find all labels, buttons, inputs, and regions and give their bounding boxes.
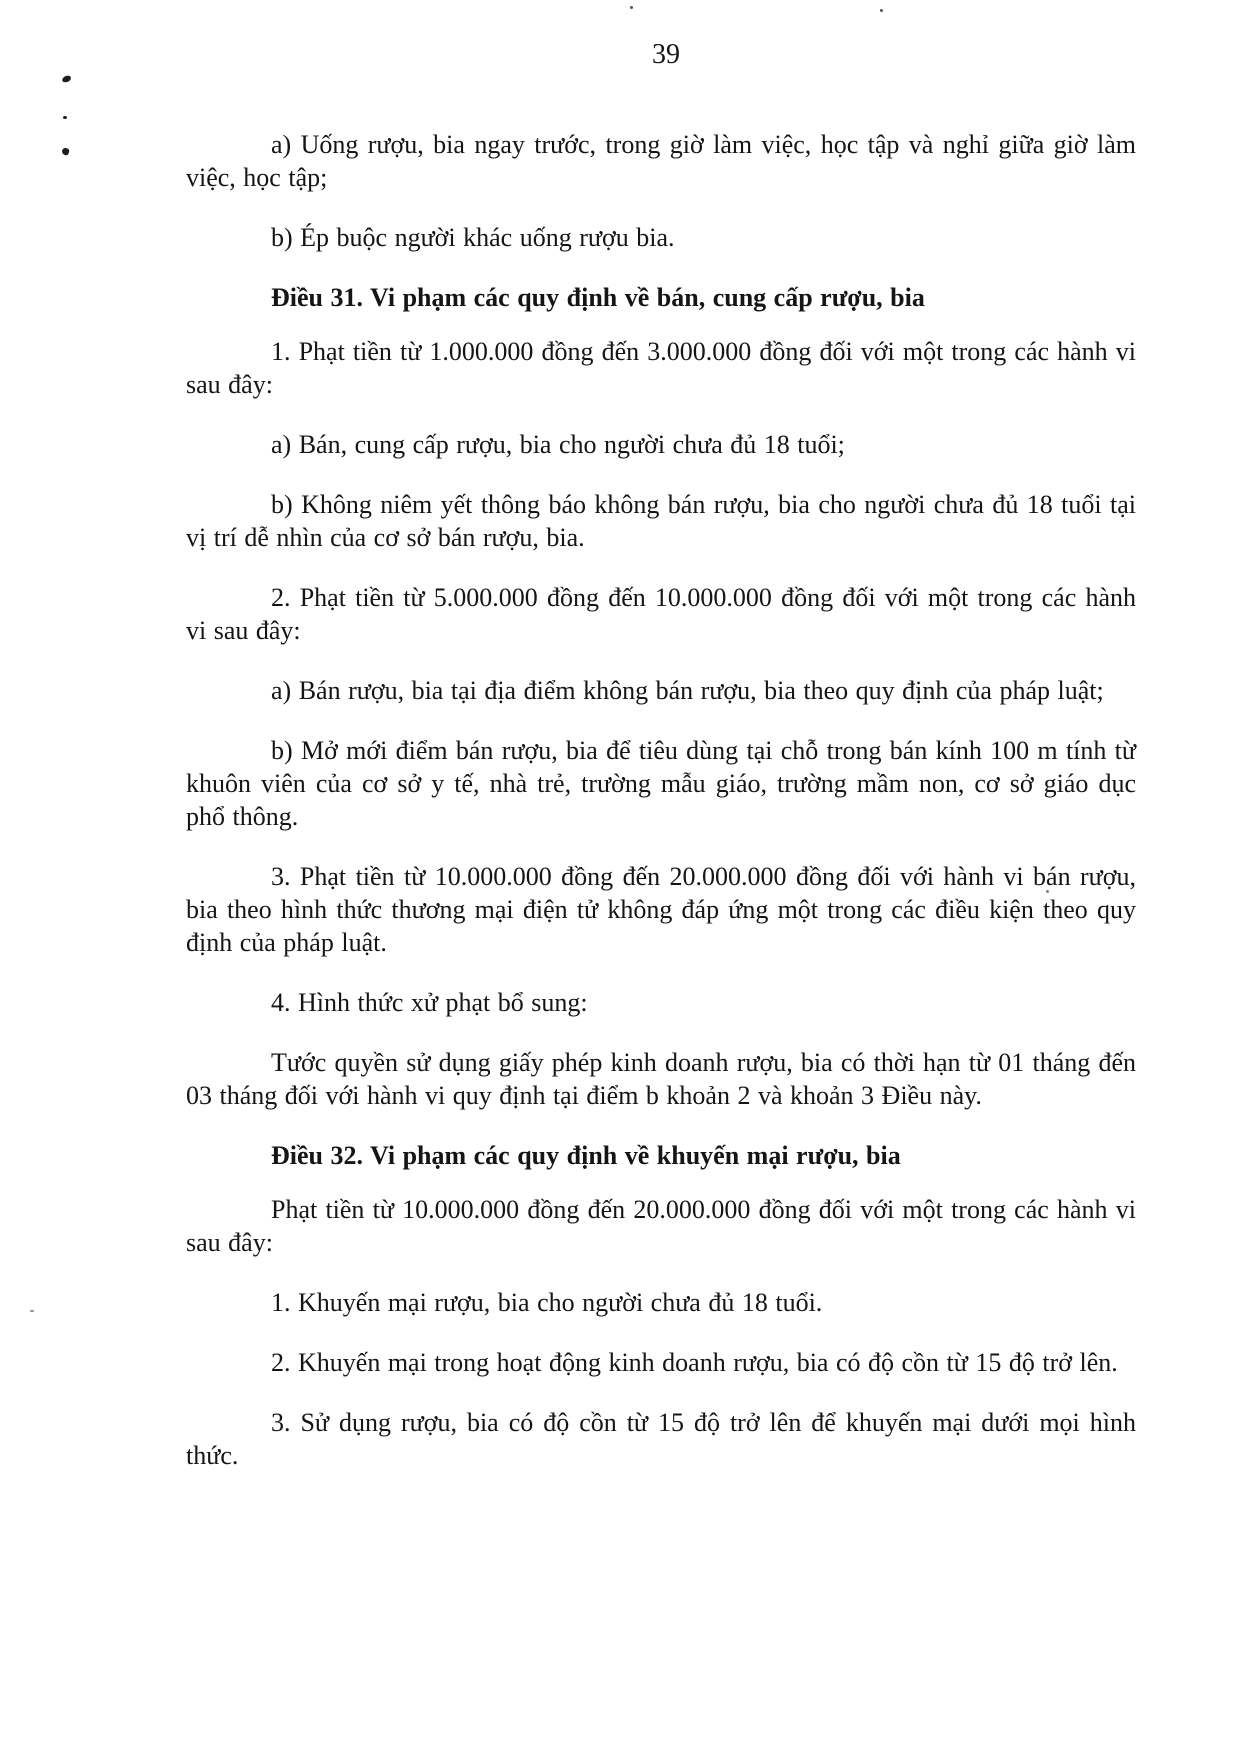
scan-speck — [61, 75, 71, 83]
article-32-intro: Phạt tiền từ 10.000.000 đồng đến 20.000.000 đồng đối với một trong các hành vi sau đây: — [186, 1195, 1136, 1257]
article-31-clause-2-point-b: b) Mở mới điểm bán rượu, bia để tiêu dùng tại chỗ trong bán kính 100 m tính từ khuôn viên của cơ sở y tế, nhà trẻ, trường mẫu giáo, trường mầm non, cơ sở giáo dục phổ thông. — [186, 736, 1136, 831]
document-body — [186, 128, 1136, 1499]
article-31-clause-4-content: Tước quyền sử dụng giấy phép kinh doanh rượu, bia có thời hạn từ 01 tháng đến 03 tháng đối với hành vi quy định tại điểm b khoản 2 và khoản 3 Điều này. — [186, 1048, 1136, 1110]
article-31-clause-2-point-a: a) Bán rượu, bia tại địa điểm không bán rượu, bia theo quy định của pháp luật; — [271, 676, 1104, 705]
scan-speck — [880, 9, 883, 12]
article-32-heading: Điều 32. Vi phạm các quy định về khuyến mại rượu, bia — [271, 1141, 901, 1170]
scan-speck — [30, 1310, 34, 1312]
article-32-clause-2: 2. Khuyến mại trong hoạt động kinh doanh rượu, bia có độ cồn từ 15 độ trở lên. — [271, 1348, 1118, 1377]
scan-speck — [630, 6, 633, 9]
article-31-clause-4: 4. Hình thức xử phạt bổ sung: — [271, 988, 588, 1017]
article-32-clause-1: 1. Khuyến mại rượu, bia cho người chưa đủ 18 tuổi. — [271, 1288, 823, 1317]
scan-speck — [61, 147, 70, 156]
scan-speck — [63, 116, 67, 119]
article-31-clause-2: 2. Phạt tiền từ 5.000.000 đồng đến 10.000.000 đồng đối với một trong các hành vi sau đây: — [186, 583, 1136, 645]
point-b-forcing-others-to-drink: b) Ép buộc người khác uống rượu bia. — [271, 223, 675, 252]
article-31-clause-3: 3. Phạt tiền từ 10.000.000 đồng đến 20.000.000 đồng đối với hành vi bán rượu, bia theo hình thức thương mại điện tử không đáp ứng một trong các điều kiện theo quy định của pháp luật. — [186, 862, 1136, 957]
point-a-drinking-before-work: a) Uống rượu, bia ngay trước, trong giờ làm việc, học tập và nghỉ giữa giờ làm việc, học tập; — [186, 130, 1136, 192]
article-32-clause-3: 3. Sử dụng rượu, bia có độ cồn từ 15 độ trở lên để khuyến mại dưới mọi hình thức. — [186, 1408, 1136, 1470]
article-31-clause-1-point-b: b) Không niêm yết thông báo không bán rượu, bia cho người chưa đủ 18 tuổi tại vị trí dễ nhìn của cơ sở bán rượu, bia. — [186, 490, 1136, 552]
article-31-clause-1: 1. Phạt tiền từ 1.000.000 đồng đến 3.000.000 đồng đối với một trong các hành vi sau đây: — [186, 337, 1136, 399]
article-31-clause-1-point-a: a) Bán, cung cấp rượu, bia cho người chưa đủ 18 tuổi; — [271, 430, 845, 459]
article-31-heading: Điều 31. Vi phạm các quy định về bán, cung cấp rượu, bia — [271, 283, 925, 312]
page-number: 39 — [652, 39, 680, 70]
